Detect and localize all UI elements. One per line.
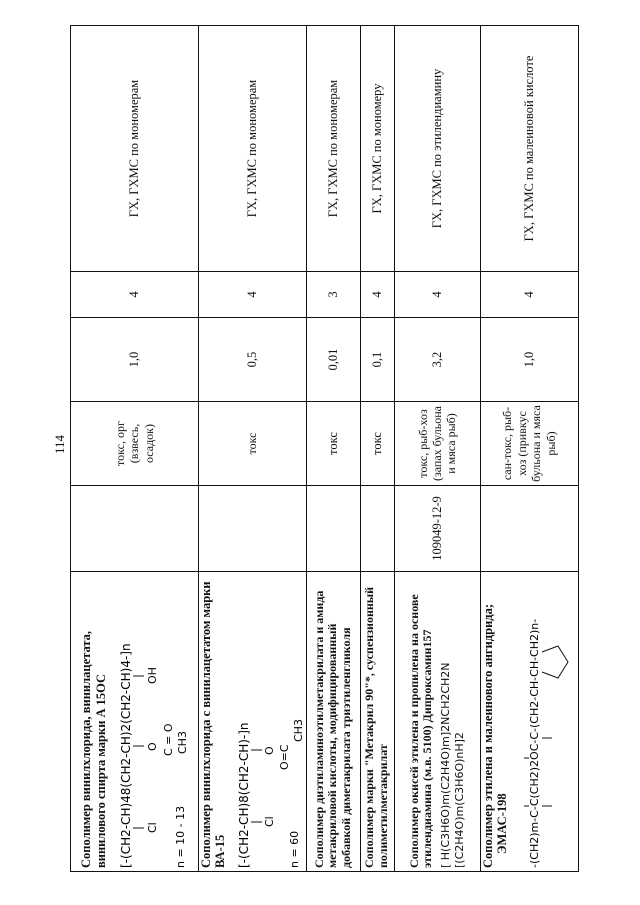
value-cell: 3,2 xyxy=(394,318,480,402)
method-cell: ГХ, ГХМС по малеиновой кислоте xyxy=(480,26,578,272)
table-row xyxy=(360,26,394,872)
class-cell: 4 xyxy=(480,272,578,318)
cas-cell xyxy=(480,486,578,572)
structural-formula xyxy=(236,575,306,868)
value-cell: 0,01 xyxy=(306,318,360,402)
method-cell: ГХ, ГХМС по мономерам xyxy=(199,26,307,272)
cas-cell xyxy=(360,486,394,572)
table-row xyxy=(71,26,199,872)
method-cell: ГХ, ГХМС по мономерам xyxy=(71,26,199,272)
formula-sub: OH xyxy=(145,667,159,684)
formula-sub: CH3 xyxy=(175,731,189,754)
structural-formula xyxy=(116,575,190,868)
cas-cell xyxy=(71,486,199,572)
formula-sub: Cl xyxy=(262,816,276,827)
formula-sub: O=C xyxy=(277,744,291,770)
formula-text: [-(CH2-CH)8(CH2-CH)-]n xyxy=(236,722,251,868)
method-cell: ГХ, ГХМС по мономеру xyxy=(360,26,394,272)
substance-name-cell xyxy=(306,572,360,872)
substance-name: Сополимер диэтиламиноэтилметакрилата и амида метакриловой кислоты, модифицированный добавкой диметакрилата триэтиленгликоля xyxy=(311,590,354,868)
n-range: n = 10 - 13 xyxy=(173,805,187,868)
substance-name-cell xyxy=(199,572,307,872)
class-cell: 4 xyxy=(360,272,394,318)
table-row xyxy=(199,26,307,872)
hazard-cell: сан-токс, рыб-хоз (привкус бульона и мяса рыб) xyxy=(480,402,578,486)
hazard-cell: токс xyxy=(306,402,360,486)
hazard-cell: токс xyxy=(199,402,307,486)
class-cell: 4 xyxy=(71,272,199,318)
substance-name: Сополимер винилхлорида с винилацетатом марки ВА-15 xyxy=(199,581,228,868)
table-row xyxy=(394,26,480,872)
n-range: n = 60 xyxy=(287,830,301,868)
hazard-cell: токс xyxy=(360,402,394,486)
value-cell: 0,5 xyxy=(199,318,307,402)
value-cell: 0,1 xyxy=(360,318,394,402)
table-row xyxy=(480,26,578,872)
cas-cell xyxy=(199,486,307,572)
substance-name-cell xyxy=(394,572,480,872)
substance-name: Сополимер винилхлорида, винилацетата, винилового спирта марки А 15ОС xyxy=(79,630,108,868)
substance-name-cell xyxy=(360,572,394,872)
cas-cell xyxy=(306,486,360,572)
substance-name-cell xyxy=(71,572,199,872)
formula-text: -(CH2)m-C-C(CH2)2OC-C-(CH2-CH-CH-CH2)n- xyxy=(527,618,541,868)
formula-sub: O xyxy=(145,742,159,751)
class-cell: 3 xyxy=(306,272,360,318)
substance-name-extra: ЭМАС-198 xyxy=(495,793,510,854)
substance-name: Сополимер этилена и малеинового ангидрида; xyxy=(480,603,495,868)
structural-formula xyxy=(518,575,578,868)
formula-sub: CH3 xyxy=(291,719,305,742)
substance-table xyxy=(70,25,579,872)
value-cell: 1,0 xyxy=(71,318,199,402)
method-cell: ГХ, ГХМС по мономерам xyxy=(306,26,360,272)
hazard-cell: токс, рыб-хоз (запах бульона и мяса рыб) xyxy=(394,402,480,486)
formula-drawing xyxy=(518,580,578,868)
rotated-table-frame xyxy=(70,26,570,872)
cas-cell: 109049-12-9 xyxy=(394,486,480,572)
formula-drawing xyxy=(116,580,190,868)
table-row xyxy=(306,26,360,872)
page-number: 114 xyxy=(52,434,67,454)
formula-text: [-(CH2-CH)48(CH2-CH)2(CH2-CH)4-]n xyxy=(118,643,133,868)
substance-name: Сополимер окисей этилена и пропилена на основе этилендиамина (м.в. 5100) Дипроксамин157 xyxy=(406,594,435,868)
formula-drawing xyxy=(236,580,306,868)
hazard-cell: токс, орг (взвесь, осадок) xyxy=(71,402,199,486)
substance-name: Сополимер марки "Метакрил 90"*, суспензионный полиметилметакрилат xyxy=(362,586,391,868)
substance-name-cell xyxy=(480,572,578,872)
structural-formula xyxy=(439,575,467,868)
formula-text: [ H(C3H6O)m(C2H4O)m]2NCH2CH2N [(C2H4O)m(C3H6O)nH]2 xyxy=(439,662,467,868)
formula-sub: O xyxy=(262,746,276,755)
class-cell: 4 xyxy=(394,272,480,318)
class-cell: 4 xyxy=(199,272,307,318)
method-cell: ГХ, ГХМС по этилендиамину xyxy=(394,26,480,272)
formula-sub: C = O xyxy=(161,723,175,756)
value-cell: 1,0 xyxy=(480,318,578,402)
formula-sub: Cl xyxy=(145,822,159,833)
